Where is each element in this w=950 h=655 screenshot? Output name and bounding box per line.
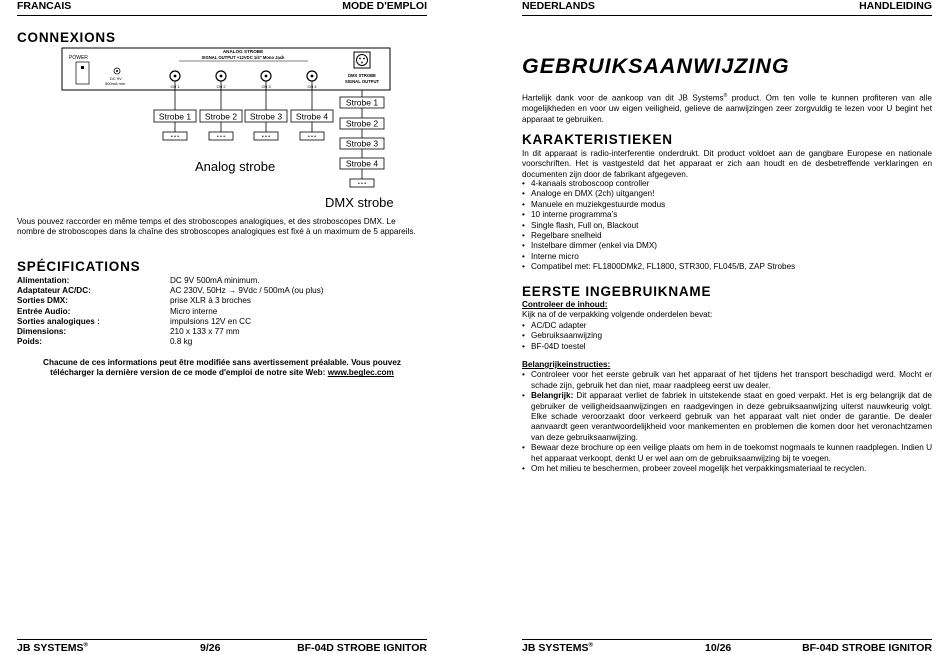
features-list — [522, 179, 932, 273]
channel-label: CH 1 — [170, 84, 180, 89]
subheading-instructions: Belangrijkeinstructies: — [522, 360, 611, 369]
spec-row: Sorties DMX: prise XLR à 3 broches — [17, 296, 252, 306]
page-title: GEBRUIKSAANWIJZING — [522, 54, 790, 78]
list-item: • 4-kanaals stroboscoop controller — [522, 179, 932, 189]
svg-text:Strobe 2: Strobe 2 — [204, 111, 238, 122]
contents-list — [522, 321, 932, 352]
analog-output-subtitle: SIGNAL OUTPUT +12VDC 1/4" Mono Jack — [201, 55, 285, 60]
channel-label: CH 3 — [261, 84, 271, 89]
page-header — [522, 0, 932, 16]
svg-text:Strobe 1: Strobe 1 — [158, 111, 192, 122]
analog-strobe-2 — [200, 110, 242, 140]
analog-caption: Analog strobe — [195, 159, 276, 174]
subheading-contents: Controleer de inhoud: — [522, 300, 608, 309]
page-header — [17, 0, 427, 16]
section-heading-specifications: SPÉCIFICATIONS — [17, 259, 141, 274]
footer-page-number: 9/26 — [200, 642, 221, 654]
dmx-strobe-1 — [340, 97, 384, 108]
footer-product: BF-04D STROBE IGNITOR — [802, 642, 932, 654]
list-item: • 10 interne programma’s — [522, 210, 932, 220]
connexions-paragraph: Vous pouvez raccorder en même temps et des stroboscopes analogiques, et des stroboscopes DMX. Le nombre de stroboscopes dans la chaîne des stroboscopes analogiques est fixé à un maximum de 5 appareils. — [17, 217, 416, 237]
list-item: • Bewaar deze brochure op een veilige plaats om hem in de toekomst nogmaals te kunnen raadplegen. Indien U het apparaat verkoopt, denkt U er wel aan om de gebruiksaanwijzing bij te voegen. — [522, 443, 932, 464]
list-item: • Manuele en muziekgestuurde modus — [522, 200, 932, 210]
dmx-output-title: DMX STROBE — [348, 73, 376, 78]
left-page — [17, 0, 427, 654]
analog-strobe-4 — [291, 110, 333, 140]
karakteristieken-paragraph: In dit apparaat is radio-interferentie onderdrukt. Dit product voldoet aan de gangbare Europese en nationale voorschriften. Het is vastgesteld dat het apparaat er zich aan houdt en de desbetreffende verklaringen en documenten zijn door de fabrikant afgegeven. — [522, 149, 932, 179]
connection-diagram — [55, 44, 415, 214]
analog-strobe-3 — [245, 110, 287, 140]
power-label: POWER — [69, 55, 88, 61]
list-item: • Analoge en DMX (2ch) uitgangen! — [522, 189, 932, 199]
spec-row: Poids: 0.8 kg — [17, 337, 193, 347]
jack-ch3-icon — [261, 71, 271, 81]
list-item: • Compatibel met: FL1800DMk2, FL1800, STR300, FL045/B, ZAP Strobes — [522, 262, 932, 272]
right-page — [522, 0, 932, 654]
header-language: NEDERLANDS — [522, 0, 595, 12]
spec-row: Dimensions: 210 x 133 x 77 mm — [17, 327, 240, 337]
list-item: • BF-04D toestel — [522, 342, 932, 352]
power-switch-icon — [76, 62, 89, 84]
section-heading-karakteristieken: KARAKTERISTIEKEN — [522, 132, 673, 147]
svg-text:Strobe 3: Strobe 3 — [249, 111, 283, 122]
header-language: FRANCAIS — [17, 0, 72, 12]
footer-page-number: 10/26 — [705, 642, 732, 654]
analog-strobe-1 — [154, 110, 196, 140]
svg-text:• • •: • • • — [357, 181, 367, 187]
svg-text:Strobe 4: Strobe 4 — [345, 158, 379, 169]
svg-text:Strobe 3: Strobe 3 — [345, 138, 379, 149]
svg-text:• • •: • • • — [216, 134, 226, 140]
dc-label: DC 9V — [110, 76, 122, 81]
svg-text:• • •: • • • — [170, 134, 180, 140]
specifications-table — [17, 276, 427, 347]
channel-label: CH 2 — [216, 84, 226, 89]
jack-ch4-icon — [307, 71, 317, 81]
analog-output-title: ANALOG STROBE — [222, 49, 264, 54]
spec-note: Chacune de ces informations peut être modifiée sans avertissement préalable. Vous pouvez télécharger la dernière version de ce mode d'emploi de notre site Web: www.beglec.com — [43, 358, 401, 378]
spec-row: Sorties analogiques : impulsions 12V en CC — [17, 316, 252, 326]
footer-brand: JB SYSTEMS® — [17, 642, 88, 654]
jack-ch1-icon — [170, 71, 180, 81]
list-item: • Single flash, Full on, Blackout — [522, 221, 932, 231]
svg-text:• • •: • • • — [307, 134, 317, 140]
dmx-strobe-2 — [340, 118, 384, 129]
svg-text:Strobe 4: Strobe 4 — [295, 111, 329, 122]
section-heading-ingebruikname: EERSTE INGEBRUIKNAME — [522, 284, 712, 299]
list-item: • AC/DC adapter — [522, 321, 932, 331]
list-item: • Belangrijk: Dit apparaat verliet de fabriek in uitstekende staat en goed verpakt. Het is erg belangrijk dat de gebruiker de veiligheidsaanwijzingen en raadgevingen in deze gebruiksaanwijzing uiterst nauwkeurig volgt. Elke schade veroorzaakt door verkeerd gebruik van het apparaat valt niet onder de garantie. De dealer aanvaardt geen verantwoordelijkheid voor mankementen en problemen die komen door het veronachtzamen van deze gebruiksaanwijzing. — [522, 391, 932, 443]
spec-row: Alimentation: DC 9V 500mA minimum. — [17, 276, 260, 285]
dmx-output-subtitle: SIGNAL OUTPUT — [344, 79, 380, 84]
dmx-strobe-3 — [340, 138, 384, 149]
instructions-block — [522, 360, 932, 474]
list-item: • Gebruiksaanwijzing — [522, 331, 932, 341]
ma-label: 500mA min. — [105, 81, 127, 86]
spec-row: Entrée Audio: Micro interne — [17, 306, 218, 316]
contents-block — [522, 300, 932, 352]
page-footer — [17, 639, 427, 655]
dmx-strobe-4 — [340, 158, 384, 169]
footer-brand: JB SYSTEMS® — [522, 642, 593, 654]
channel-label: CH 4 — [307, 84, 317, 89]
header-title: HANDLEIDING — [859, 0, 932, 12]
website-link[interactable]: www.beglec.com — [327, 368, 394, 378]
spec-row: Adaptateur AC/DC: AC 230V, 50Hz → 9Vdc / 500mA (ou plus) — [17, 286, 324, 296]
svg-text:Strobe 2: Strobe 2 — [345, 118, 379, 129]
svg-text:• • •: • • • — [261, 134, 271, 140]
dmx-caption: DMX strobe — [325, 195, 394, 210]
list-item: • Om het milieu te beschermen, probeer zoveel mogelijk het verpakkingsmateriaal te recyclen. — [522, 464, 932, 474]
contents-intro: Kijk na of de verpakking volgende onderdelen bevat: — [522, 310, 713, 320]
list-item: • Regelbare snelheid — [522, 231, 932, 241]
section-heading-connexions: CONNEXIONS — [17, 30, 116, 45]
header-title: MODE D'EMPLOI — [342, 0, 427, 12]
list-item: • Interne micro — [522, 252, 932, 262]
list-item: • Instelbare dimmer (enkel via DMX) — [522, 241, 932, 251]
page-footer — [522, 639, 932, 655]
footer-product: BF-04D STROBE IGNITOR — [297, 642, 427, 654]
instructions-list — [522, 370, 932, 474]
intro-paragraph: Hartelijk dank voor de aankoop van dit JB Systems® product. Om ten volle te kunnen profiteren van alle mogelijkheden en voor uw eigen veiligheid, gelieve de aanwijzingen zeer zorgvuldig te lezen voor U begint het apparaat te gebruiken. — [522, 93, 932, 124]
jack-ch2-icon — [216, 71, 226, 81]
svg-text:Strobe 1: Strobe 1 — [345, 97, 379, 108]
list-item: • Controleer voor het eerste gebruik van het apparaat of het tijdens het transport beschadigd werd. Mocht er schade zijn, gebruik het dan niet, maar raadpleeg eerst uw dealer. — [522, 370, 932, 391]
